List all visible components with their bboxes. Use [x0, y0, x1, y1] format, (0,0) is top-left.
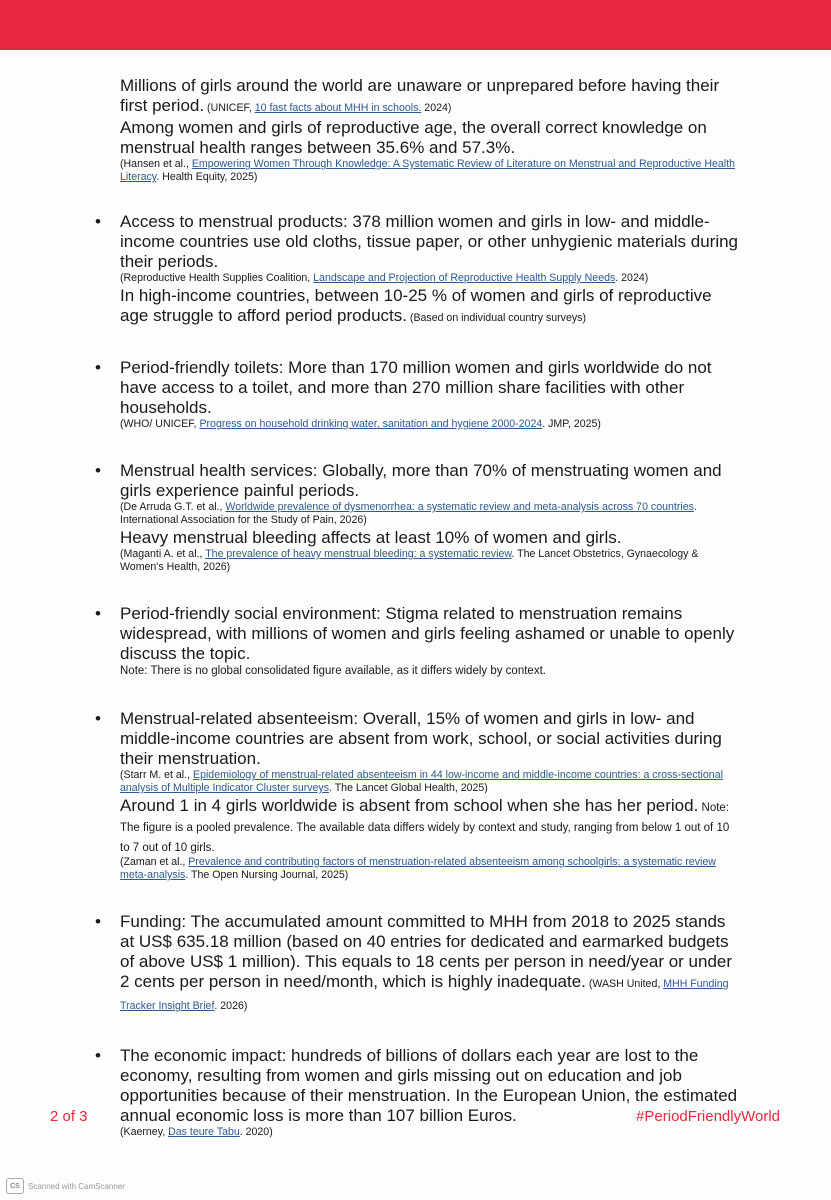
paragraph: Funding: The accumulated amount committed to MHH from 2018 to 2025 stands at US$ 635.18 million (based on 40 entries for dedicated and earmarked budgets of above US$ 1 million). This equals to 18 cents per person in need/year or under 2 cents per person in need/month, which is highly inadequate. (WASH United, MHH Funding Tracker Insight Brief. 2026)	[120, 912, 733, 1012]
section-funding	[0, 912, 740, 1016]
citation: (Starr M. et al., Epidemiology of menstrual-related absenteeism in 44 low-income and middle-income countries: a cross-sectional analysis of Multiple Indicator Cluster surveys. The Lancet Global Health, 2025)	[120, 769, 723, 794]
citation-link[interactable]: Empowering Women Through Knowledge: A Systematic Review of Literature on Menstrual and Reproductive Health Literacy	[120, 158, 735, 183]
scanner-watermark	[6, 1178, 125, 1194]
citation: (UNICEF, 10 fast facts about MHH in schools. 2024)	[204, 102, 452, 114]
paragraph: The economic impact: hundreds of billions of dollars each year are lost to the economy, resulting from women and girls missing out on education and job opportunities because of their menstruation. In the European Union, the estimated annual economic loss is more than 107 billion Euros.	[120, 1046, 738, 1125]
citation-link[interactable]: The prevalence of heavy menstrual bleeding: a systematic review	[205, 548, 512, 560]
citation: (Zaman et al., Prevalence and contributing factors of menstruation-related absenteeism among schoolgirls: a systematic review meta-analysis. The Open Nursing Journal, 2025)	[120, 856, 716, 881]
bullet: •	[95, 212, 101, 231]
paragraph: Menstrual-related absenteeism: Overall, 15% of women and girls in low- and middle-income countries are absent from work, school, or social activities during their menstruation.	[120, 709, 722, 768]
section-absenteeism	[0, 709, 740, 882]
citation-link[interactable]: Das teure Tabu	[168, 1126, 240, 1138]
citation: (Kaerney, Das teure Tabu. 2020)	[120, 1126, 273, 1138]
citation: (Based on individual country surveys)	[406, 312, 586, 324]
bullet: •	[95, 709, 101, 728]
citation-link[interactable]: Landscape and Projection of Reproductive Health Supply Needs	[313, 272, 616, 284]
scanner-text: Scanned with CamScanner	[28, 1181, 125, 1191]
paragraph: Period-friendly social environment: Stigma related to menstruation remains widespread, with millions of women and girls feeling ashamed or unable to openly discuss the topic.	[120, 604, 735, 663]
paragraph: Period-friendly toilets: More than 170 million women and girls worldwide do not have access to a toilet, and more than 270 million share facilities with other households.	[120, 358, 712, 417]
paragraph: Menstrual health services: Globally, more than 70% of menstruating women and girls experience painful periods.	[120, 461, 722, 500]
section-social-environment	[0, 604, 740, 679]
paragraph: Millions of girls around the world are unaware or unprepared before having their first period. (UNICEF, 10 fast facts about MHH in schools. 2024)	[120, 76, 720, 115]
bullet: •	[95, 461, 101, 480]
section-health-services	[0, 461, 740, 574]
paragraph: Access to menstrual products: 378 million women and girls in low- and middle-income countries use old cloths, tissue paper, or other unhygienic materials during their periods.	[120, 212, 739, 271]
section-toilets	[0, 358, 740, 431]
hashtag: #PeriodFriendlyWorld	[636, 1108, 780, 1125]
paragraph: Among women and girls of reproductive age, the overall correct knowledge on menstrual health ranges between 35.6% and 57.3%.	[120, 118, 707, 157]
section-menstrual-knowledge	[0, 76, 740, 184]
citation-link[interactable]: Worldwide prevalence of dysmenorrhea: a systematic review and meta-analysis across 70 countries	[225, 501, 694, 513]
citation: (De Arruda G.T. et al., Worldwide prevalence of dysmenorrhea: a systematic review and meta-analysis across 70 countries. International Association for the Study of Pain, 2026)	[120, 501, 697, 526]
citation: (WASH United, MHH Funding Tracker Insight Brief. 2026)	[120, 978, 729, 1012]
section-economic-impact	[0, 1046, 740, 1139]
paragraph: Around 1 in 4 girls worldwide is absent from school when she has her period. Note: The figure is a pooled prevalence. The available data differs widely by context and study, ranging from below 1 out of 10 to 7 out of 10 girls.	[120, 796, 730, 854]
bullet: •	[95, 604, 101, 623]
citation-link[interactable]: Prevalence and contributing factors of menstruation-related absenteeism among schoolgirls: a systematic review meta-analysis	[120, 856, 716, 881]
citation-link[interactable]: 10 fast facts about MHH in schools.	[254, 102, 422, 114]
bullet: •	[95, 912, 101, 931]
note: Note: The figure is a pooled prevalence. The available data differs widely by context and study, ranging from below 1 out of 10 to 7 out of 10 girls.	[120, 802, 730, 854]
citation-link[interactable]: Epidemiology of menstrual-related absenteeism in 44 low-income and middle-income countries: a cross-sectional analysis of Multiple Indicator Cluster surveys	[120, 769, 723, 794]
citation: (Maganti A. et al., The prevalence of heavy menstrual bleeding: a systematic review. The Lancet Obstetrics, Gynaecology & Women's Health, 2026)	[120, 548, 699, 573]
top-accent-bar	[0, 0, 831, 50]
citation-link[interactable]: MHH Funding Tracker Insight Brief	[120, 978, 729, 1012]
citation-link[interactable]: Progress on household drinking water, sanitation and hygiene 2000-2024	[199, 418, 543, 430]
camscanner-logo-icon: CS	[6, 1178, 24, 1194]
page-content	[0, 76, 831, 1169]
citation: (WHO/ UNICEF, Progress on household drinking water, sanitation and hygiene 2000-2024. JMP, 2025)	[120, 418, 601, 430]
bullet: •	[95, 1046, 101, 1065]
note: Note: There is no global consolidated figure available, as it differs widely by context.	[120, 665, 546, 677]
citation: (Reproductive Health Supplies Coalition, Landscape and Projection of Reproductive Health Supply Needs. 2024)	[120, 272, 649, 284]
citation: (Hansen et al., Empowering Women Through Knowledge: A Systematic Review of Literature on Menstrual and Reproductive Health Literacy. Health Equity, 2025)	[120, 158, 735, 183]
bullet: •	[95, 358, 101, 377]
section-menstrual-products	[0, 212, 740, 328]
page-number: 2 of 3	[50, 1108, 88, 1125]
paragraph: In high-income countries, between 10-25 % of women and girls of reproductive age struggle to afford period products. (Based on individual country surveys)	[120, 286, 712, 325]
paragraph: Heavy menstrual bleeding affects at least 10% of women and girls.	[120, 528, 622, 547]
